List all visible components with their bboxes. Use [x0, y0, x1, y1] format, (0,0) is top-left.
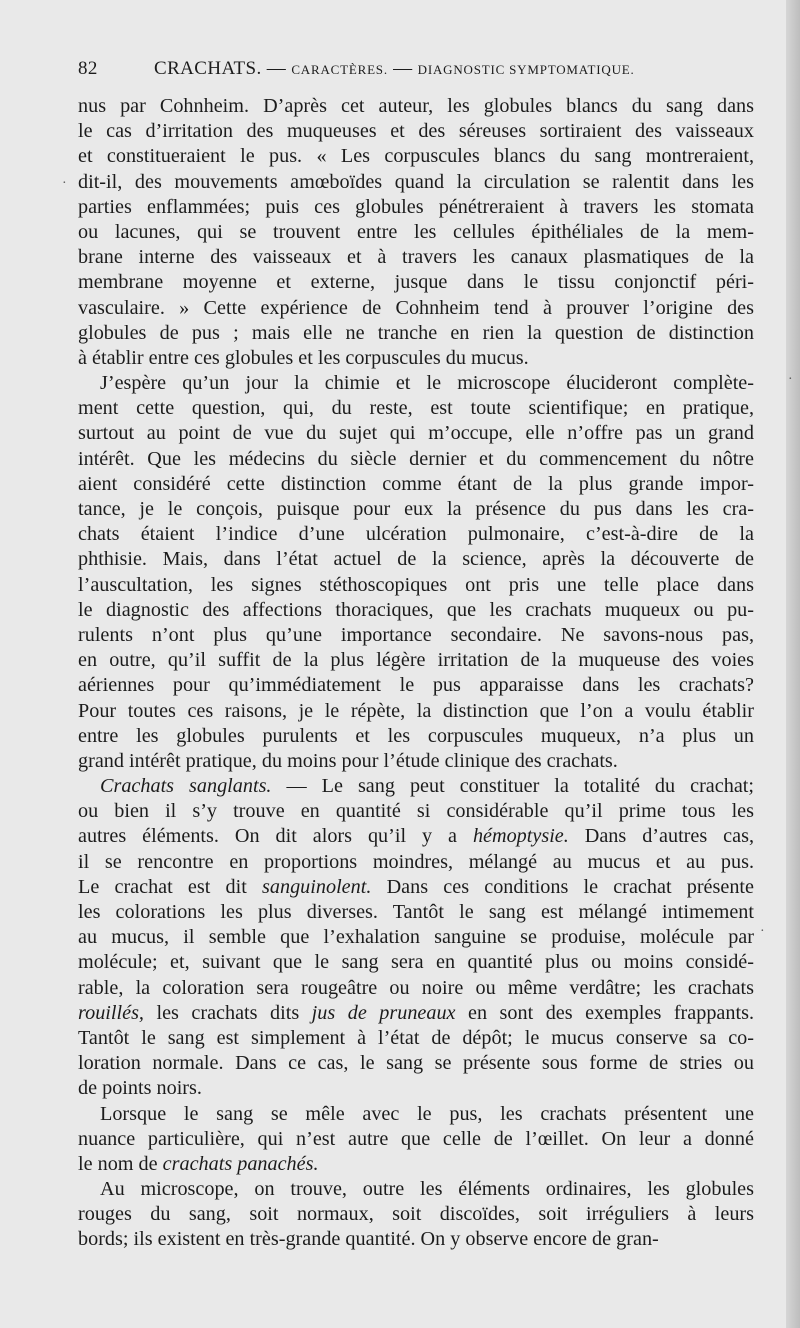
margin-speck: · — [760, 924, 765, 939]
text-segment: le nom de — [78, 1152, 163, 1175]
text-line: vasculaire. » Cette expérience de Cohnheim tend à prouver l’origine des — [78, 296, 754, 319]
text-line: nuance particulière, qui n’est autre que celle de l’œillet. On leur a donné — [78, 1127, 754, 1150]
text-line: chats étaient l’indice d’une ulcération pulmonaire, c’est-à-dire de la — [78, 523, 754, 546]
margin-speck: · — [788, 372, 793, 387]
text-line: il se rencontre en proportions moindres, mélangé au mucus et au pus. — [78, 850, 754, 873]
text-line: surtout au point de vue du sujet qui m’occupe, elle n’offre pas un grand — [78, 422, 754, 445]
text-line: ou bien il s’y trouve en quantité si considérable qu’il prime tous les — [78, 800, 754, 823]
page-edge — [786, 0, 800, 1328]
text-line: ment cette question, qui, du reste, est toute scientifique; en pratique, — [78, 397, 754, 420]
text-line: les colorations les plus diverses. Tantôt le sang est mélangé intimement — [78, 901, 754, 923]
italic-term: hémoptysie. — [472, 825, 569, 848]
text-segment: autres éléments. On dit alors qu’il y a — [78, 825, 473, 848]
text-line — [78, 774, 754, 799]
text-line: Pour toutes ces raisons, je le répète, la distinction que l’on a voulu établir — [78, 699, 754, 722]
text-line: ou lacunes, qui se trouvent entre les cellules épithéliales de la mem- — [78, 220, 754, 243]
text-segment: Le crachat est dit — [78, 875, 263, 898]
text-line: le diagnostic des affections thoraciques, que les crachats muqueux ou pu- — [78, 598, 754, 621]
text-line: J’espère qu’un jour la chimie et le microscope élucideront complète- — [100, 372, 754, 395]
text-line: entre les globules purulents et les corpuscules muqueux, n’a plus un — [78, 724, 754, 747]
italic-term: rouillés, — [78, 1001, 144, 1024]
text-segment: en sont des exemples frappants. — [455, 1001, 754, 1024]
text-line: rouges du sang, soit normaux, soit discoïdes, soit irréguliers à leurs — [78, 1203, 754, 1226]
text-line — [78, 1152, 754, 1177]
text-line: le cas d’irritation des muqueuses et des séreuses sortiraient des vaisseaux — [78, 120, 754, 143]
text-line: phthisie. Mais, dans l’état actuel de la science, après la découverte de — [78, 548, 754, 571]
text-line: grand intérêt pratique, du moins pour l’étude clinique des crachats. — [78, 749, 618, 772]
text-line: rable, la coloration sera rougeâtre ou noire ou même verdâtre; les crachats — [78, 976, 754, 999]
text-line: globules de pus ; mais elle ne tranche en rien la question de distinction — [78, 321, 754, 344]
text-line: de points noirs. — [78, 1077, 202, 1100]
text-line — [78, 1001, 754, 1026]
text-line — [78, 824, 754, 849]
text-line: Au microscope, on trouve, outre les éléments ordinaires, les globules — [100, 1178, 754, 1201]
section-title: CRACHATS. — [154, 58, 262, 79]
text-line: et constitueraient le pus. « Les corpuscules blancs du sang montreraient, — [78, 145, 754, 168]
text-segment: Dans ces conditions le crachat présente — [371, 875, 754, 898]
text-line: molécule; et, suivant que le sang sera en quantité plus ou moins considé- — [78, 951, 754, 974]
text-segment: les crachats dits — [143, 1001, 312, 1024]
text-line: bords; ils existent en très-grande quantité. On y observe encore de gran- — [78, 1228, 659, 1251]
text-line: Tantôt le sang est simplement à l’état de dépôt; le mucus conserve sa co- — [78, 1026, 754, 1049]
text-line: brane interne des vaisseaux et à travers les canaux plasmatiques de la — [78, 246, 754, 269]
text-line: tance, je le conçois, puisque pour eux la présence du pus dans les cra- — [78, 498, 754, 520]
text-line: Lorsque le sang se mêle avec le pus, les crachats présentent une — [100, 1102, 754, 1125]
text-line: parties enflammées; puis ces globules pénétreraient à travers les stomata — [78, 195, 754, 218]
margin-speck: · — [62, 176, 67, 191]
body-text — [78, 94, 754, 1253]
text-segment: — Le sang peut constituer la totalité du crachat; — [271, 775, 754, 798]
text-line: membrane moyenne et externe, jusque dans le tissu conjonctif péri- — [78, 271, 754, 294]
text-line: à établir entre ces globules et les corpuscules du mucus. — [78, 346, 529, 369]
text-line: au mucus, il semble que l’exhalation sanguine se produise, molécule par — [78, 926, 754, 949]
text-line: loration normale. Dans ce cas, le sang se présente sous forme de stries ou — [78, 1052, 754, 1075]
running-head — [78, 58, 758, 88]
italic-term: jus de pruneaux — [311, 1001, 456, 1024]
text-line: en outre, qu’il suffit de la plus légère irritation de la muqueuse des voies — [78, 649, 754, 672]
text-line — [78, 875, 754, 900]
text-line: l’auscultation, les signes stéthoscopiques ont pris une telle place dans — [78, 573, 754, 596]
header-dash: — — [266, 58, 287, 79]
text-line: intérêt. Que les médecins du siècle dernier et du commencement du nôtre — [78, 447, 754, 470]
text-line: aient considéré cette distinction comme étant de la plus grande impor- — [78, 472, 754, 495]
italic-term: Crachats sanglants. — [100, 775, 272, 798]
text-line: nus par Cohnheim. D’après cet auteur, les globules blancs du sang dans — [78, 95, 754, 117]
text-line: aériennes pour qu’immédiatement le pus apparaisse dans les crachats? — [78, 674, 754, 697]
subsection-title: DIAGNOSTIC SYMPTOMATIQUE. — [417, 62, 635, 77]
header-dash: — — [393, 58, 413, 79]
italic-term: sanguinolent. — [262, 875, 372, 898]
page-number: 82 — [78, 58, 98, 79]
italic-term: crachats panachés. — [162, 1152, 319, 1175]
text-line: rulents n’ont plus qu’une importance secondaire. Ne savons-nous pas, — [78, 623, 754, 646]
text-segment: Dans d’autres cas, — [568, 825, 754, 848]
subsection-title: CARACTÈRES. — [291, 62, 388, 77]
text-line: dit-il, des mouvements amœboïdes quand la circulation se ralentit dans les — [78, 170, 754, 193]
